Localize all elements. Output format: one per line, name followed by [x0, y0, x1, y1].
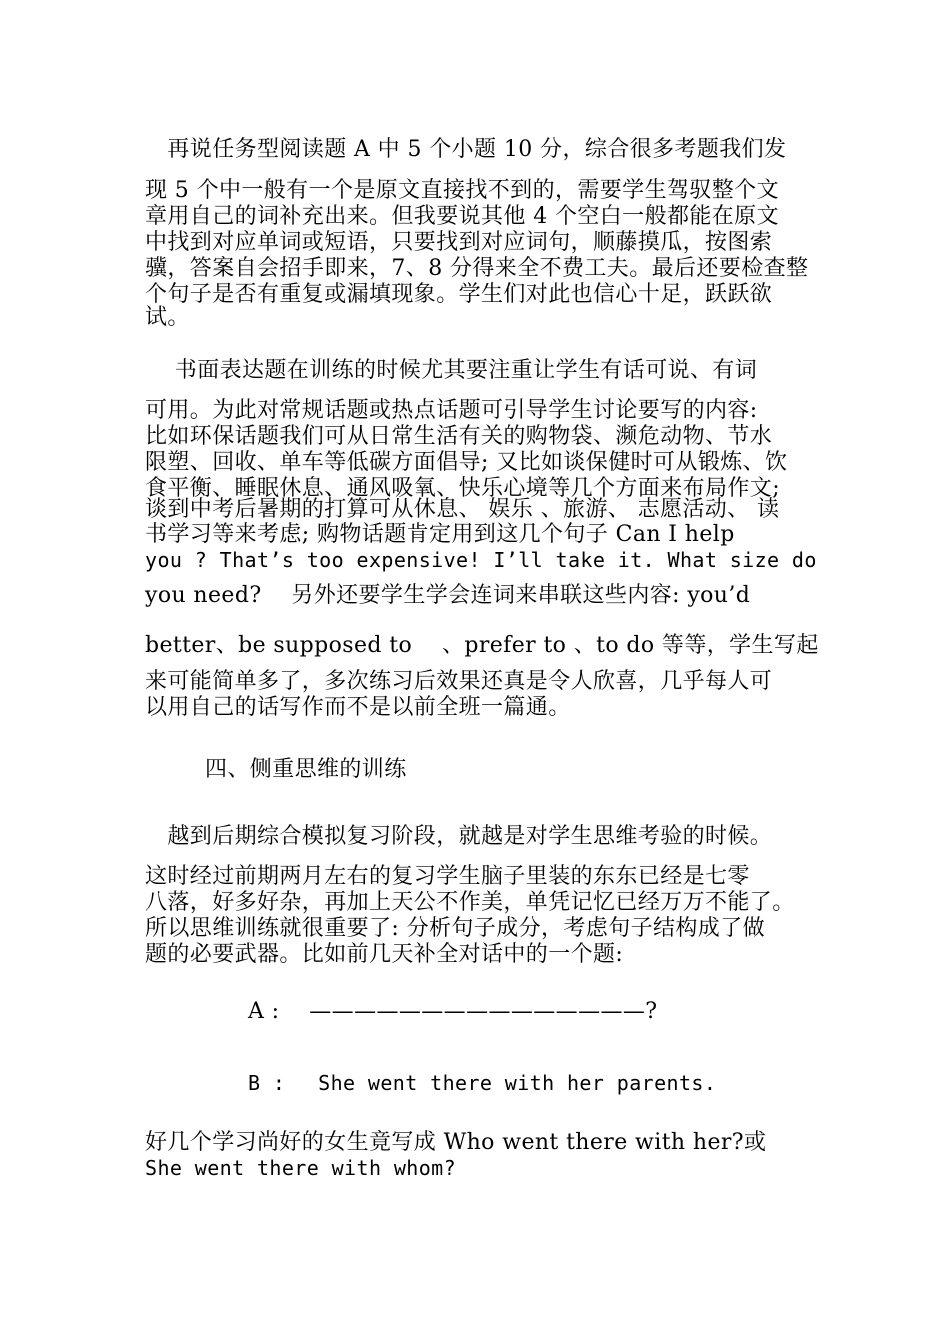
dialogue-line-b: B : She went there with her parents.: [248, 1071, 717, 1095]
paragraph-line: 章用自己的词补充出来。但我要说其他 4 个空白一般都能在原文: [145, 204, 779, 229]
paragraph-line: 这时经过前期两月左右的复习学生脑子里装的东东已经是七零: [145, 864, 750, 889]
dialogue-line-a: A : ———————————————?: [248, 999, 658, 1024]
section-heading: 四、侧重思维的训练: [205, 757, 407, 782]
paragraph-line: 好几个学习尚好的女生竟写成 Who went there with her?或: [145, 1130, 767, 1155]
paragraph-line: 再说任务型阅读题 A 中 5 个小题 10 分，综合很多考题我们发: [145, 137, 787, 162]
paragraph-line: 骥，答案自会招手即来，7、8 分得来全不费工夫。最后还要检查整: [145, 256, 809, 281]
paragraph-line: 限塑、回收、单车等低碳方面倡导; 又比如谈保健时可从锻炼、饮: [145, 450, 788, 475]
paragraph-line: 试。: [145, 305, 190, 330]
paragraph-line: 以用自己的话写作而不是以前全班一篇通。: [145, 695, 571, 720]
paragraph-line: 题的必要武器。比如前几天补全对话中的一个题:: [145, 942, 624, 967]
paragraph-line: 中找到对应单词或短语，只要找到对应词句，顺藤摸瓜，按图索: [145, 230, 773, 255]
paragraph-line: 可用。为此对常规话题或热点话题可引导学生讨论要写的内容:: [145, 398, 758, 423]
paragraph-line: 所以思维训练就很重要了: 分析句子成分，考虑句子结构成了做: [145, 916, 766, 941]
paragraph-line: better、be supposed to 、prefer to 、to do 等等，学生写起: [145, 633, 819, 658]
paragraph-line: 书学习等来考虑; 购物话题肯定用到这几个句子 Can I help: [145, 522, 735, 547]
paragraph-line: 个句子是否有重复或漏填现象。学生们对此也信心十足，跃跃欲: [145, 282, 773, 307]
paragraph-line: 现 5 个中一般有一个是原文直接找不到的，需要学生驾驭整个文: [145, 178, 779, 203]
paragraph-line: you ? That’s too expensive! I’ll take it. What size do: [145, 548, 817, 572]
paragraph-line: 书面表达题在训练的时候尤其要注重让学生有话可说、有词: [145, 358, 758, 383]
paragraph-line: 八落，好多好杂，再加上天公不作美，单凭记忆已经万万不能了。: [145, 890, 795, 915]
paragraph-line: 来可能简单多了，多次练习后效果还真是令人欣喜，几乎每人可: [145, 669, 773, 694]
paragraph-line: 越到后期综合模拟复习阶段，就越是对学生思维考验的时候。: [145, 824, 773, 849]
paragraph-line: you need? 另外还要学生学会连词来串联这些内容: you’d: [145, 583, 751, 608]
paragraph-line: 谈到中考后暑期的打算可从休息、 娱乐 、旅游、 志愿活动、 读: [145, 497, 780, 522]
paragraph-line: 食平衡、睡眠休息、通风吸氧、快乐心境等几个方面来布局作文;: [145, 476, 781, 501]
paragraph-line: 比如环保话题我们可从日常生活有关的购物袋、濒危动物、节水: [145, 424, 773, 449]
paragraph-line: She went there with whom?: [145, 1156, 457, 1180]
